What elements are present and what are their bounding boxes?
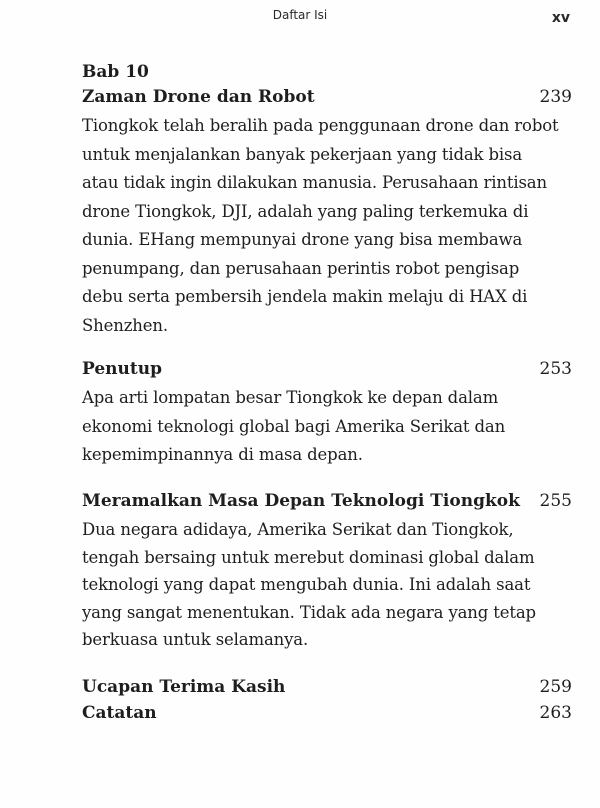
description-line: berkuasa untuk selamanya. bbox=[82, 630, 309, 649]
description-line: kepemimpinannya di masa depan. bbox=[82, 445, 363, 464]
description-line: yang sangat menentukan. Tidak ada negara yang tetap bbox=[82, 602, 536, 622]
toc-description bbox=[82, 384, 572, 470]
running-head: Daftar Isi bbox=[272, 8, 328, 22]
description-line: dunia. EHang mempunyai drone yang bisa membawa bbox=[82, 230, 523, 249]
toc-title-row bbox=[82, 674, 572, 700]
chapter-label: Bab 10 bbox=[82, 62, 149, 82]
description-line: teknologi yang dapat mengubah dunia. Ini adalah saat bbox=[82, 575, 531, 594]
toc-title: Catatan bbox=[82, 703, 157, 723]
toc-title: Ucapan Terima Kasih bbox=[82, 677, 286, 697]
toc-description bbox=[82, 112, 572, 340]
toc-title: Penutup bbox=[82, 359, 162, 379]
toc-entry-ucapan bbox=[82, 674, 572, 700]
toc-title: Zaman Drone dan Robot bbox=[82, 87, 315, 107]
description-line: Apa arti lompatan besar Tiongkok ke depan dalam bbox=[82, 388, 499, 407]
toc-description bbox=[82, 516, 572, 654]
toc-title-row bbox=[82, 84, 572, 110]
description-line: Shenzhen. bbox=[82, 315, 168, 335]
toc-title-row bbox=[82, 700, 572, 726]
description-line: tengah bersaing untuk merebut dominasi global dalam bbox=[82, 547, 535, 567]
toc-entry-meramalkan bbox=[82, 488, 572, 654]
description-line: atau tidak ingin dilakukan manusia. Perusahaan rintisan bbox=[82, 173, 547, 192]
toc-entry-penutup bbox=[82, 356, 572, 470]
description-line: debu serta pembersih jendela makin melaju di HAX di bbox=[82, 287, 528, 306]
description-line: ekonomi teknologi global bagi Amerika Serikat dan bbox=[82, 416, 506, 436]
description-line: Tiongkok telah beralih pada penggunaan drone dan robot bbox=[82, 116, 559, 135]
toc-title-row bbox=[82, 488, 572, 514]
toc-page-number: 255 bbox=[539, 491, 572, 511]
toc-title: Meramalkan Masa Depan Teknologi Tiongkok bbox=[82, 491, 520, 511]
toc-title-row bbox=[82, 356, 572, 382]
description-line: penumpang, dan perusahaan perintis robot pengisap bbox=[82, 258, 520, 278]
description-line: untuk menjalankan banyak pekerjaan yang tidak bisa bbox=[82, 144, 523, 164]
page-number: xv bbox=[551, 10, 570, 26]
toc-page-number: 253 bbox=[539, 359, 572, 379]
toc-page-number: 259 bbox=[539, 677, 572, 697]
toc-page-number: 239 bbox=[539, 87, 572, 107]
description-line: Dua negara adidaya, Amerika Serikat dan Tiongkok, bbox=[82, 520, 514, 539]
toc-entry-chapter-10 bbox=[82, 60, 572, 340]
toc-page-number: 263 bbox=[539, 703, 572, 723]
toc-entry-catatan bbox=[82, 700, 572, 726]
description-line: drone Tiongkok, DJI, adalah yang paling terkemuka di bbox=[82, 201, 529, 221]
